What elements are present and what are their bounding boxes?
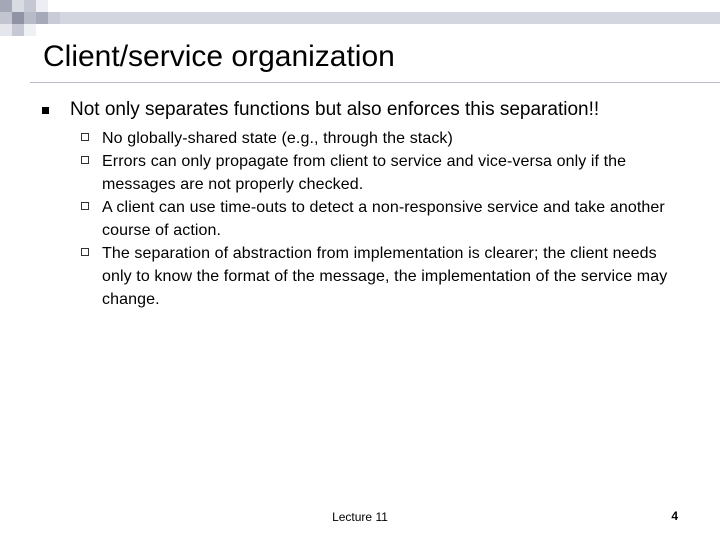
title-divider (30, 82, 720, 83)
hollow-square-bullet-icon (81, 248, 89, 256)
top-bar (0, 12, 720, 24)
sub-bullet-list (42, 127, 682, 311)
sub-bullet-item (102, 127, 672, 150)
sub-bullet-item (102, 150, 672, 196)
slide-content (42, 96, 682, 311)
deco-square (12, 12, 24, 24)
hollow-square-bullet-icon (81, 133, 89, 141)
deco-square (36, 0, 48, 12)
deco-square (48, 12, 60, 24)
hollow-square-bullet-icon (81, 156, 89, 164)
sub-bullet-item (102, 242, 672, 311)
main-bullet-text: Not only separates functions but also enforces this separation!! (70, 99, 600, 120)
sub-bullet-text: A client can use time-outs to detect a non-responsive service and take another course of action. (102, 199, 665, 239)
deco-square (24, 12, 36, 24)
main-bullet (42, 96, 682, 124)
deco-square (0, 12, 12, 24)
hollow-square-bullet-icon (81, 202, 89, 210)
sub-bullet-text: No globally-shared state (e.g., through the stack) (102, 130, 453, 147)
footer-lecture: Lecture 11 (332, 510, 388, 524)
square-bullet-icon (42, 107, 49, 114)
deco-square (24, 0, 36, 12)
sub-bullet-text: The separation of abstraction from implementation is clearer; the client needs only to know the format of the message, the implementation of the service may change. (102, 245, 668, 308)
page-number: 4 (671, 509, 678, 523)
deco-square (12, 24, 24, 36)
corner-decoration (0, 0, 720, 40)
sub-bullet-text: Errors can only propagate from client to service and vice-versa only if the messages are not properly checked. (102, 153, 627, 193)
deco-square (0, 0, 12, 12)
deco-square (24, 24, 36, 36)
deco-square (0, 24, 12, 36)
deco-square (12, 0, 24, 12)
slide-title: Client/service organization (43, 40, 395, 73)
deco-square (36, 12, 48, 24)
sub-bullet-item (102, 196, 672, 242)
